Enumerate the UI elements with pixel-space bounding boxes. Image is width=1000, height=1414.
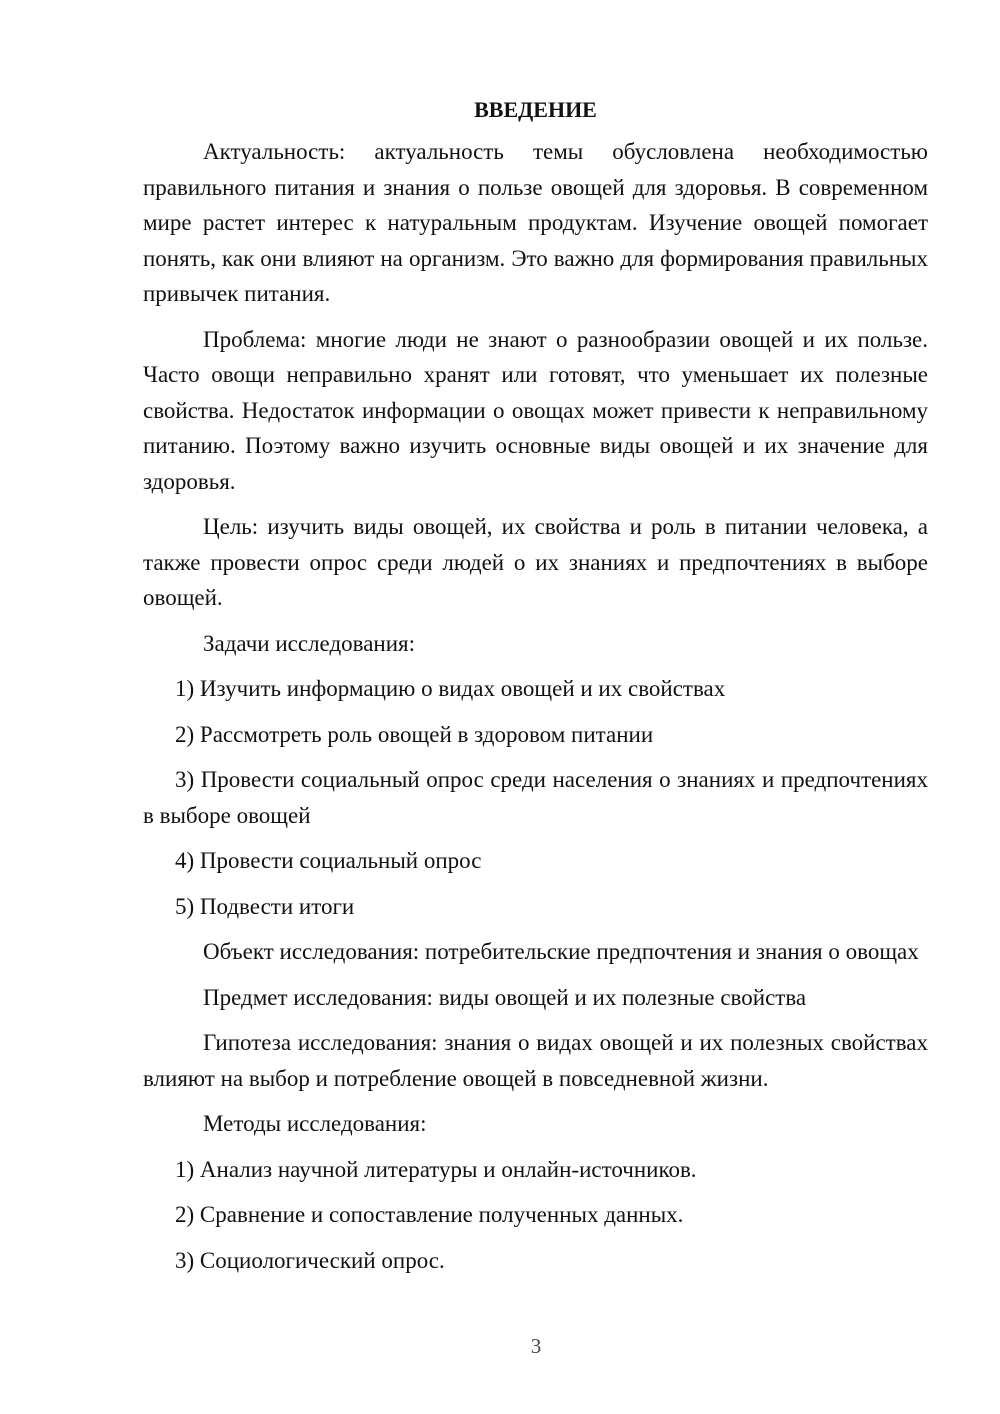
task-item-2: 2) Рассмотреть роль овощей в здоровом питании bbox=[175, 721, 654, 747]
problem-paragraph: Проблема: многие люди не знают о разнообразии овощей и их пользе. Часто овощи неправильно хранят или готовят, что уменьшает их полезные свойства. Недостаток информации о овощах может привести к неправильному питанию. Поэтому важно изучить основные виды овощей и их значение для здоровья. bbox=[143, 326, 928, 494]
page-title: ВВЕДЕНИЕ bbox=[474, 97, 597, 122]
relevance-paragraph: Актуальность: актуальность темы обусловлена необходимостью правильного питания и знания о пользе овощей для здоровья. В современном мире растет интерес к натуральным продуктам. Изучение овощей помогает понять, как они влияют на организм. Это важно для формирования правильных привычек питания. bbox=[143, 139, 928, 306]
task-item-4: 4) Провести социальный опрос bbox=[175, 848, 482, 873]
hypothesis-paragraph: Гипотеза исследования: знания о видах овощей и их полезных свойствах влияют на выбор и потребление овощей в повседневной жизни. bbox=[143, 1030, 928, 1091]
task-item-1: 1) Изучить информацию о видах овощей и их свойствах bbox=[175, 676, 726, 701]
document-page bbox=[143, 96, 928, 1288]
object-paragraph: Объект исследования: потребительские предпочтения и знания о овощах bbox=[203, 939, 919, 964]
task-item-5: 5) Подвести итоги bbox=[175, 893, 355, 919]
methods-heading: Методы исследования: bbox=[203, 1111, 427, 1136]
task-item-3: 3) Провести социальный опрос среди населения о знаниях и предпочтениях в выборе овощей bbox=[143, 767, 928, 828]
method-item-2: 2) Сравнение и сопоставление полученных данных. bbox=[175, 1202, 684, 1227]
method-item-1: 1) Анализ научной литературы и онлайн-источников. bbox=[175, 1156, 697, 1182]
method-item-3: 3) Социологический опрос. bbox=[175, 1247, 445, 1273]
goal-paragraph: Цель: изучить виды овощей, их свойства и роль в питании человека, а также провести опрос среди людей о их знаниях и предпочтениях в выборе овощей. bbox=[143, 514, 928, 610]
subject-paragraph: Предмет исследования: виды овощей и их полезные свойства bbox=[203, 984, 807, 1010]
page-number: 3 bbox=[530, 1334, 542, 1358]
tasks-heading: Задачи исследования: bbox=[203, 630, 416, 656]
